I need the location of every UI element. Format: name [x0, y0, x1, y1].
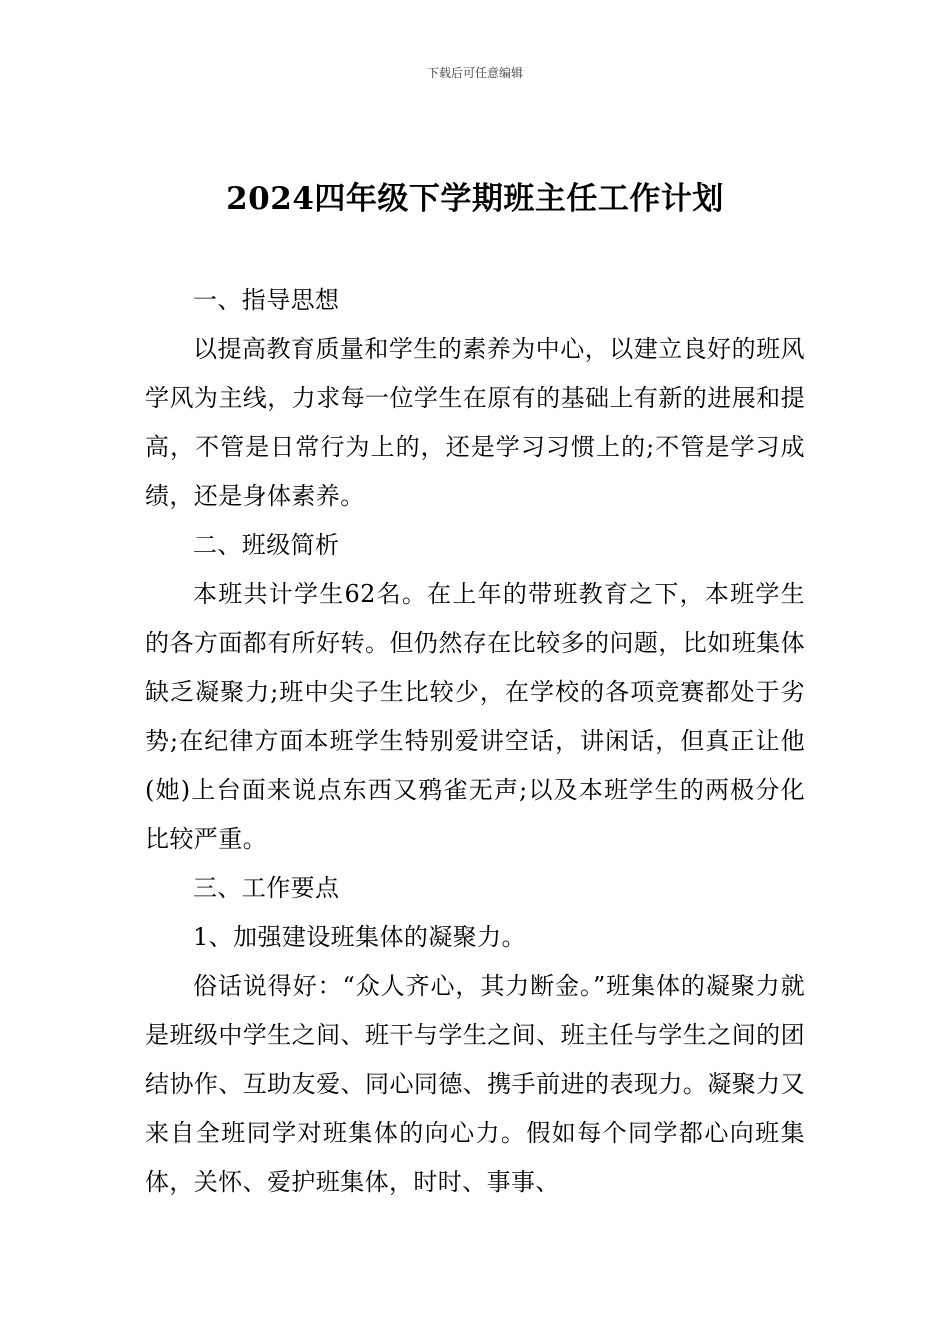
paragraph-cohesion: 俗话说得好：“众人齐心，其力断金。”班集体的凝聚力就是班级中学生之间、班干与学生之间、班主任与学生之间的团结协作、互助友爱、同心同德、携手前进的表现力。凝聚力又来自全班同学对班集体的向心力。假如每个同学都心向班集体，关怀、爱护班集体，时时、事事、 — [145, 972, 805, 1196]
document-title: 2024四年级下学期班主任工作计划 — [226, 181, 724, 217]
paragraph-guiding-thought: 以提高教育质量和学生的素养为中心，以建立良好的班风学风为主线，力求每一位学生在原有的基础上有新的进展和提高，不管是日常行为上的，还是学习习惯上的;不管是学习成绩，还是身体素养。 — [145, 335, 805, 510]
section-heading-work-points: 三、工作要点 — [193, 874, 340, 902]
document-body — [145, 276, 805, 1207]
header-note: 下载后可任意编辑 — [426, 66, 523, 80]
section-heading-class-analysis: 二、班级简析 — [193, 531, 340, 559]
paragraph-class-analysis: 本班共计学生62名。在上年的带班教育之下，本班学生的各方面都有所好转。但仍然存在比较多的问题，比如班集体缺乏凝聚力;班中尖子生比较少，在学校的各项竞赛都处于劣势;在纪律方面本班学生特别爱讲空话，讲闲话，但真正让他(她)上台面来说点东西又鸦雀无声;以及本班学生的两极分化比较严重。 — [145, 580, 805, 853]
subheading-cohesion: 1、加强建设班集体的凝聚力。 — [193, 923, 526, 951]
section-heading-guiding-thought: 一、指导思想 — [193, 286, 340, 314]
